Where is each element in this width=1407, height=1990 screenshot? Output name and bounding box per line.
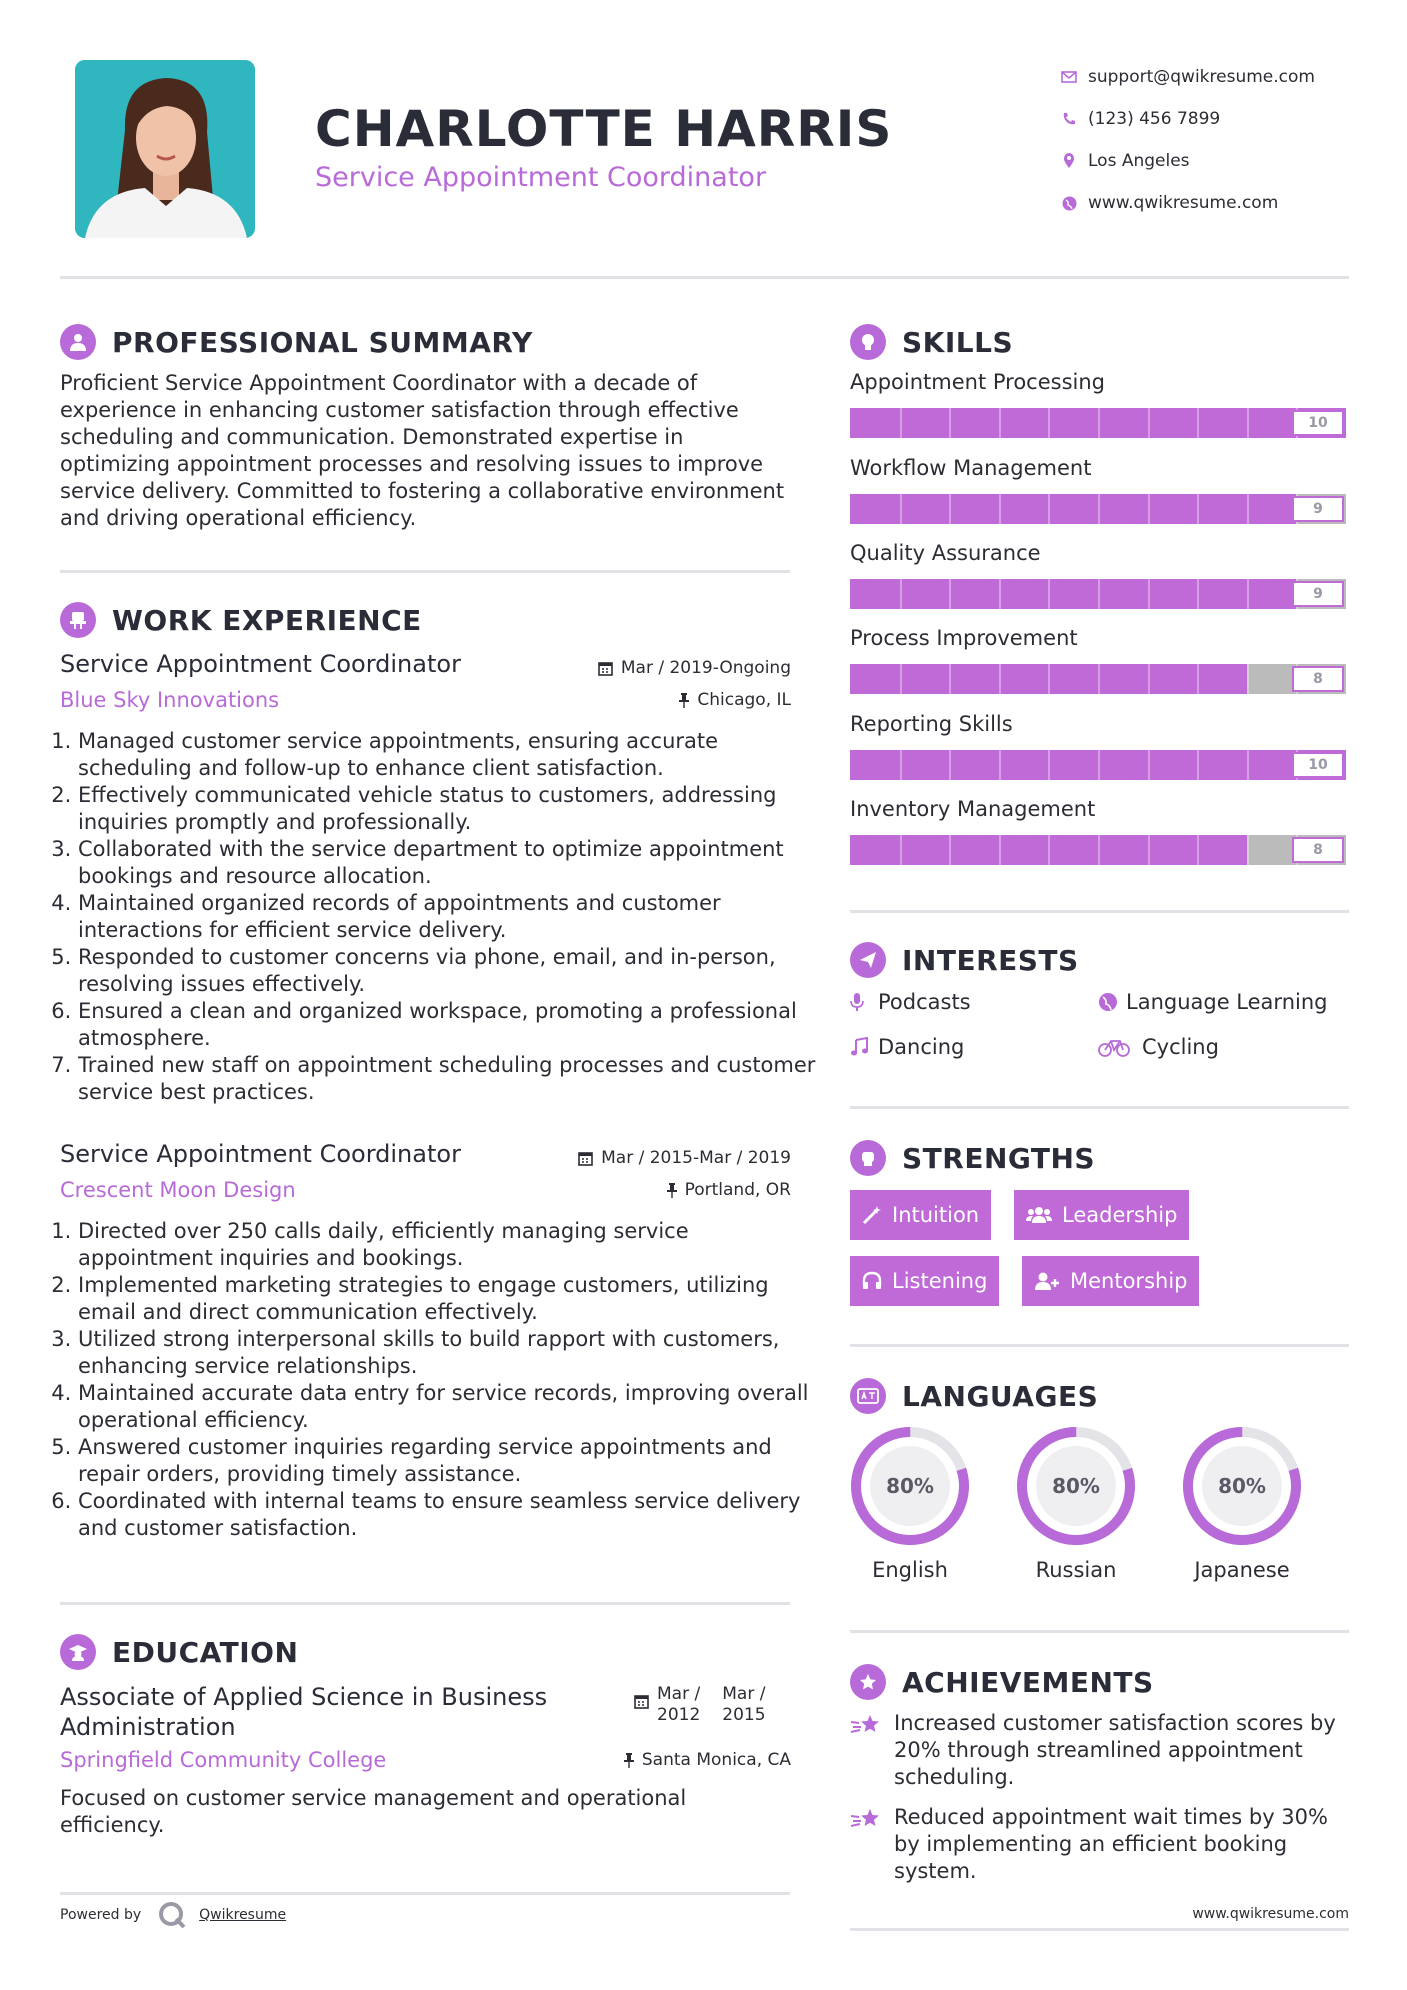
degree-title: Associate of Applied Science in Business Administration <box>60 1683 548 1741</box>
language-ring-graphic <box>848 1424 972 1548</box>
skill-bar-segment <box>1098 494 1100 524</box>
list-item: 1. Directed over 250 calls daily, efficiently managing service appointment inquiries and bookings. <box>78 1218 818 1272</box>
shooting-star-icon <box>850 1804 894 1885</box>
calendar-icon <box>578 1151 593 1166</box>
skill-name: Process Improvement <box>850 626 1078 650</box>
skill-bar-segment <box>1148 835 1150 865</box>
skill-level-badge: 9 <box>1292 581 1344 607</box>
summary-line: optimizing appointment processes and resolving issues to improve <box>60 452 764 476</box>
list-item: 6. Coordinated with internal teams to ensure seamless service delivery and customer satisfaction. <box>78 1488 818 1542</box>
summary-line: Proficient Service Appointment Coordinator with a decade of <box>60 371 698 395</box>
bicycle-icon <box>1098 1037 1142 1057</box>
pushpin-icon <box>679 693 689 708</box>
summary-text <box>60 370 800 532</box>
skill-bar-segment <box>1247 494 1249 524</box>
skill-bar-fill <box>850 494 1296 524</box>
skill-bar-segment <box>900 408 902 438</box>
skill-bar-segment <box>1098 579 1100 609</box>
skill-bar-segment <box>1148 664 1150 694</box>
skill-bar-segment <box>1098 664 1100 694</box>
skill-bar-segment <box>1048 408 1050 438</box>
users-icon <box>1026 1205 1052 1225</box>
job-title: Service Appointment Coordinator <box>60 650 461 678</box>
section-divider <box>60 1892 790 1895</box>
skill-bar-segment <box>1098 750 1100 780</box>
language-ring <box>1180 1424 1304 1548</box>
skill-bar <box>850 835 1346 865</box>
pushpin-icon <box>667 1183 677 1198</box>
skill-level-badge: 9 <box>1292 496 1344 522</box>
language-ring-graphic <box>1014 1424 1138 1548</box>
language-icon <box>850 1378 886 1414</box>
interest-item: Dancing <box>850 1035 964 1059</box>
skill-bar-segment <box>1247 579 1249 609</box>
language-ring <box>1014 1424 1138 1548</box>
skill-bar-segment <box>1048 835 1050 865</box>
summary-heading: PROFESSIONAL SUMMARY <box>60 324 533 360</box>
header-divider <box>60 276 1349 279</box>
skill-name: Quality Assurance <box>850 541 1041 565</box>
skill-bar <box>850 408 1346 438</box>
language-name: Japanese <box>1194 1558 1290 1582</box>
language-percent: 80% <box>1052 1474 1100 1498</box>
footer-divider <box>850 1928 1349 1931</box>
shooting-star-icon <box>850 1710 894 1791</box>
section-divider <box>850 1630 1349 1633</box>
skill-name: Inventory Management <box>850 797 1096 821</box>
skill-bar-segment <box>999 579 1001 609</box>
user-icon <box>60 324 96 360</box>
duties-list <box>58 728 818 1106</box>
skills-heading: SKILLS <box>850 324 1013 360</box>
skill-bar-segment <box>1098 835 1100 865</box>
company-name: Crescent Moon Design <box>60 1178 296 1202</box>
education-location: Santa Monica, CA <box>624 1750 791 1770</box>
contact-website-row <box>1050 182 1350 224</box>
map-pin-icon <box>1050 153 1088 169</box>
skill-bar-segment <box>999 835 1001 865</box>
skill-bar-segment <box>949 835 951 865</box>
star-badge-icon <box>850 1664 886 1700</box>
summary-line: and driving operational efficiency. <box>60 506 417 530</box>
summary-line: service delivery. Committed to fostering a collaborative environment <box>60 479 785 503</box>
skill-bar-segment <box>1148 750 1150 780</box>
language-ring-graphic <box>1180 1424 1304 1548</box>
phone-icon <box>1050 112 1088 126</box>
section-divider <box>850 1344 1349 1347</box>
skill-bar-segment <box>999 750 1001 780</box>
skill-name: Reporting Skills <box>850 712 1013 736</box>
list-item: 4. Maintained organized records of appointments and customer interactions for efficient service delivery. <box>78 890 818 944</box>
strength-chip: Intuition <box>850 1190 991 1240</box>
skill-bar-segment <box>900 494 902 524</box>
education-heading: EDUCATION <box>60 1634 298 1670</box>
graduation-icon <box>60 1634 96 1670</box>
list-item: 5. Responded to customer concerns via phone, email, and in-person, resolving issues effectively. <box>78 944 818 998</box>
strength-chip: Listening <box>850 1256 999 1306</box>
summary-line: scheduling and communication. Demonstrated expertise in <box>60 425 684 449</box>
skill-bar <box>850 494 1346 524</box>
lightbulb-icon <box>850 324 886 360</box>
headphones-icon <box>862 1271 882 1291</box>
music-note-icon <box>850 1037 878 1057</box>
language-name: English <box>872 1558 948 1582</box>
school-name: Springfield Community College <box>60 1748 387 1772</box>
skill-bar-segment <box>900 664 902 694</box>
strength-chip: Leadership <box>1014 1190 1189 1240</box>
skill-level-badge: 10 <box>1292 410 1344 436</box>
candidate-title: Service Appointment Coordinator <box>315 162 767 193</box>
achievement-item: Reduced appointment wait times by 30% by implementing an efficient booking system. <box>850 1804 1349 1885</box>
skill-bar-segment <box>1148 494 1150 524</box>
footer-url[interactable]: www.qwikresume.com <box>1192 1906 1349 1922</box>
fist-icon <box>850 1140 886 1176</box>
section-divider <box>850 910 1349 913</box>
calendar-icon <box>598 661 613 676</box>
skill-bar-segment <box>949 579 951 609</box>
interest-item: Cycling <box>1098 1035 1219 1059</box>
education-end-date: Mar / 2015 <box>722 1684 766 1725</box>
skill-bar-segment <box>1197 579 1199 609</box>
list-item: 4. Maintained accurate data entry for service records, improving overall operational efficiency. <box>78 1380 818 1434</box>
calendar-icon <box>634 1684 649 1726</box>
skill-bar-segment <box>949 750 951 780</box>
section-divider <box>60 570 790 573</box>
skill-bar-segment <box>900 750 902 780</box>
profile-photo <box>75 60 255 238</box>
skill-bar-fill <box>850 579 1296 609</box>
job-location: Portland, OR <box>667 1180 791 1200</box>
contact-email-row <box>1050 56 1350 98</box>
contact-phone-row <box>1050 98 1350 140</box>
strengths-heading: STRENGTHS <box>850 1140 1095 1176</box>
paper-plane-icon <box>850 942 886 978</box>
contact-phone: (123) 456 7899 <box>1088 109 1221 129</box>
job-dates: Mar / 2019-Ongoing <box>598 658 791 678</box>
skill-bar-segment <box>1197 408 1199 438</box>
contact-website[interactable]: www.qwikresume.com <box>1088 193 1279 213</box>
skill-bar-segment <box>1197 835 1199 865</box>
job-dates: Mar / 2015-Mar / 2019 <box>578 1148 791 1168</box>
work-heading: WORK EXPERIENCE <box>60 602 422 638</box>
skill-name: Workflow Management <box>850 456 1092 480</box>
microphone-icon <box>850 992 878 1012</box>
skill-bar-segment <box>1247 408 1249 438</box>
skill-bar-segment <box>1247 750 1249 780</box>
skill-bar-segment <box>1048 579 1050 609</box>
skill-bar <box>850 579 1346 609</box>
language-percent: 80% <box>886 1474 934 1498</box>
qwikresume-logo-icon <box>157 1900 187 1930</box>
qwikresume-link[interactable]: Qwikresume <box>199 1907 287 1923</box>
skill-bar-segment <box>999 408 1001 438</box>
skill-bar-segment <box>1148 408 1150 438</box>
list-item: 6. Ensured a clean and organized workspace, promoting a professional atmosphere. <box>78 998 818 1052</box>
contact-info <box>1050 56 1350 224</box>
contact-email[interactable]: support@qwikresume.com <box>1088 67 1315 87</box>
skill-bar-segment <box>999 494 1001 524</box>
strength-chip: Mentorship <box>1022 1256 1199 1306</box>
briefcase-icon <box>60 602 96 638</box>
globe-icon <box>1050 196 1088 211</box>
language-ring <box>848 1424 972 1548</box>
globe-icon <box>1098 992 1126 1012</box>
skill-bar-segment <box>949 494 951 524</box>
summary-line: experience in enhancing customer satisfaction through effective <box>60 398 739 422</box>
skill-bar-segment <box>900 579 902 609</box>
achievements-heading: ACHIEVEMENTS <box>850 1664 1154 1700</box>
skill-bar-segment <box>999 664 1001 694</box>
interest-item: Language Learning <box>1098 990 1327 1014</box>
skill-bar-segment <box>1048 664 1050 694</box>
skill-bar-segment <box>1197 494 1199 524</box>
skill-bar-segment <box>1148 579 1150 609</box>
list-item: 2. Implemented marketing strategies to engage customers, utilizing email and direct communication effectively. <box>78 1272 818 1326</box>
list-item: 7. Trained new staff on appointment scheduling processes and customer service best practices. <box>78 1052 818 1106</box>
interest-item: Podcasts <box>850 990 971 1014</box>
list-item: 1. Managed customer service appointments, ensuring accurate scheduling and follow-up to enhance client satisfaction. <box>78 728 818 782</box>
contact-location-row <box>1050 140 1350 182</box>
duties-list <box>58 1218 818 1542</box>
education-dates <box>634 1684 766 1726</box>
skill-bar-segment <box>1197 750 1199 780</box>
skill-bar-segment <box>1247 664 1249 694</box>
list-item: 5. Answered customer inquiries regarding service appointments and repair orders, providing timely assistance. <box>78 1434 818 1488</box>
skill-bar-segment <box>1098 408 1100 438</box>
education-description: Focused on customer service management and operational efficiency. <box>60 1786 687 1837</box>
education-start-date: Mar / 2012 <box>657 1684 701 1725</box>
skill-bar-segment <box>1197 664 1199 694</box>
skill-level-badge: 10 <box>1292 752 1344 778</box>
skill-bar-segment <box>1247 835 1249 865</box>
list-item: 3. Utilized strong interpersonal skills to build rapport with customers, enhancing service relationships. <box>78 1326 818 1380</box>
list-item: 2. Effectively communicated vehicle status to customers, addressing inquiries promptly and professionally. <box>78 782 818 836</box>
envelope-icon <box>1050 71 1088 83</box>
skill-bar-segment <box>1048 750 1050 780</box>
interests-heading: INTERESTS <box>850 942 1079 978</box>
pushpin-icon <box>624 1753 634 1768</box>
language-name: Russian <box>1035 1558 1117 1582</box>
skill-bar <box>850 750 1346 780</box>
skill-name: Appointment Processing <box>850 370 1105 394</box>
section-divider <box>60 1602 790 1605</box>
skill-bar-segment <box>1048 494 1050 524</box>
company-name: Blue Sky Innovations <box>60 688 280 712</box>
magic-wand-icon <box>862 1205 882 1225</box>
section-divider <box>850 1106 1349 1109</box>
skill-bar-segment <box>949 408 951 438</box>
skill-level-badge: 8 <box>1292 837 1344 863</box>
powered-by: Powered by Qwikresume <box>60 1900 286 1930</box>
list-item: 3. Collaborated with the service department to optimize appointment bookings and resource allocation. <box>78 836 818 890</box>
skill-bar <box>850 664 1346 694</box>
achievement-item: Increased customer satisfaction scores by 20% through streamlined appointment scheduling. <box>850 1710 1349 1791</box>
skill-bar-segment <box>949 664 951 694</box>
languages-heading: LANGUAGES <box>850 1378 1098 1414</box>
skill-bar-segment <box>900 835 902 865</box>
contact-location: Los Angeles <box>1088 151 1190 171</box>
job-title: Service Appointment Coordinator <box>60 1140 461 1168</box>
user-plus-icon <box>1034 1271 1060 1291</box>
job-location: Chicago, IL <box>679 690 791 710</box>
skill-level-badge: 8 <box>1292 666 1344 692</box>
language-percent: 80% <box>1218 1474 1266 1498</box>
candidate-name: CHARLOTTE HARRIS <box>315 100 893 158</box>
